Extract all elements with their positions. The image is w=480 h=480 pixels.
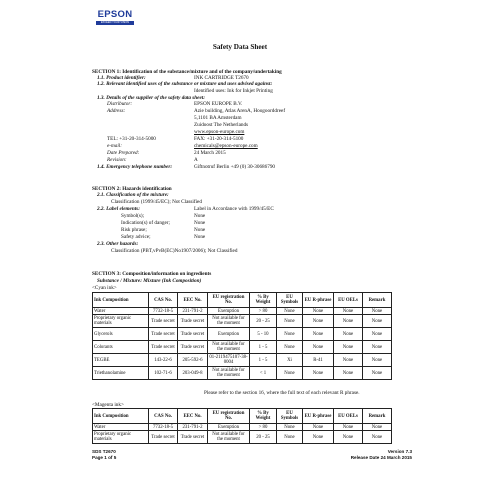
table-cell: None [277,424,303,431]
table-row [93,354,392,367]
table-cell: Trade secret [149,431,178,444]
table-cell: None [303,367,334,380]
table-cell: 20 - 25 [250,431,277,444]
website-link[interactable]: www.epson-europe.com [194,129,245,135]
r-phrase-note: Please refer to the section 16, where the full text of each relevant R phrase. [204,390,360,396]
table-cell: None [277,308,303,315]
epson-logo [96,10,134,25]
column-header: EU Symbols [277,409,303,424]
distributor-label: Distributor: [107,101,133,107]
address-label: Address: [107,108,126,114]
supplier-label: 1.3. Details of the supplier of the safety data sheet: [97,95,205,101]
table-cell: None [334,431,363,444]
magenta-ink-rows [93,424,392,444]
footer-release-date: Release Date 24 March 2015 [350,455,412,460]
safety-advice-value: None [194,234,206,240]
column-header: EU registration No. [208,409,250,424]
table-cell: 143-22-6 [149,354,178,367]
table-header-row [93,409,392,424]
table-cell: Trade secret [178,328,208,341]
classification-label: 2.1. Classification of the mixture: [97,192,169,198]
indication-label: Indication(s) of danger; [121,220,170,226]
table-cell: Trade secret [178,431,208,444]
table-cell: None [334,308,363,315]
column-header: EU OELs [334,293,363,308]
table-cell: 7732-18-5 [149,424,178,431]
table-cell: None [363,308,392,315]
fax: FAX: +31-20-314-5100 [194,136,244,142]
table-cell: Triethanolamine [93,367,149,380]
other-hazards-value: Classification (PBT,vPvB(EC)No1907/2006); Not Classified [111,248,238,254]
table-row [93,308,392,315]
magenta-ink-label: <Magenta ink> [92,402,124,408]
email-label: e-mail: [107,143,122,149]
footer-sds-id: SDS T2670 [92,449,116,454]
table-row [93,328,392,341]
table-cell: 20 - 25 [250,315,277,328]
table-cell: None [303,431,334,444]
magenta-ink-table [92,408,392,444]
date-prepared-value: 24 March 2015 [194,150,226,156]
identified-uses-value: Identified uses: Ink for Inkjet Printing [194,88,273,94]
table-cell: 102-71-6 [149,367,178,380]
table-cell: Trade secret [149,315,178,328]
table-cell: Trade secret [178,341,208,354]
column-header: % By Weight [250,409,277,424]
table-cell: 205-592-6 [178,354,208,367]
cyan-ink-table [92,292,392,380]
table-cell: None [363,328,392,341]
table-row [93,341,392,354]
table-cell: None [363,354,392,367]
table-cell: None [303,424,334,431]
table-cell: None [277,431,303,444]
table-cell: Not available for the moment [208,315,250,328]
table-cell: Trade secret [149,328,178,341]
column-header: % By Weight [250,293,277,308]
table-cell: None [363,431,392,444]
footer-version: Version 7.3 [387,449,412,454]
column-header: CAS No. [149,293,178,308]
symbols-label: Symbol(s); [121,213,145,219]
table-cell: None [277,367,303,380]
table-cell: 231-791-2 [178,308,208,315]
table-row [93,424,392,431]
section2-heading: SECTION 2: Hazards identification [92,186,172,192]
document-title: Safety Data Sheet [212,43,268,51]
address-line: Azie building, Atlas ArenA, Hoogoorddreef [194,108,286,114]
table-cell: None [334,354,363,367]
address-line: 5,1101 BA Amsterdam [194,115,242,121]
table-cell: Not available for the moment [208,341,250,354]
table-cell: Water [93,424,149,431]
column-header: EU R-phrase [303,293,334,308]
column-header: Remark [363,409,392,424]
classification-value: Classification (1999/45/EC); Not Classified [111,199,202,205]
table-row [93,315,392,328]
table-cell: None [363,424,392,431]
column-header: Remark [363,293,392,308]
table-cell: None [303,308,334,315]
logo-word: EPSON [97,9,133,20]
section3-heading: SECTION 3: Composition/information on ingredients [92,271,212,277]
product-identifier-label: 1.1. Product identifier: [97,75,146,81]
other-hazards-label: 2.3. Other hazards: [97,241,139,247]
revision-label: Revision: [107,157,127,163]
table-cell: 5 - 10 [250,328,277,341]
table-cell: 1 - 5 [250,354,277,367]
safety-advice-label: Safety advice; [121,234,151,240]
table-cell: 203-049-8 [178,367,208,380]
table-cell: None [334,367,363,380]
column-header: EU R-phrase [303,409,334,424]
table-row [93,367,392,380]
table-cell: Proprietary organic materials [93,431,149,444]
table-cell: Xi [277,354,303,367]
table-cell: None [363,315,392,328]
table-row [93,431,392,444]
table-cell: > 80 [250,308,277,315]
table-cell: R-41 [303,354,334,367]
table-cell: Exemption [208,308,250,315]
column-header: EEC No. [178,409,208,424]
table-cell: Not available for the moment [208,367,250,380]
footer-page-number: Page 1 of 5 [92,455,117,460]
table-cell: None [277,328,303,341]
table-cell: None [363,341,392,354]
table-cell: None [334,328,363,341]
email-link[interactable]: chemicals@epson-europe.com [194,143,258,149]
label-elements-value: Label in Accordance with 1999/45/EC [194,206,274,212]
cyan-ink-rows [93,308,392,380]
section3-subheading: Substance / Mixture: Mixture (Ink Composition) [97,278,202,284]
table-cell: None [303,315,334,328]
table-cell: Trade secret [149,341,178,354]
table-cell: 231-791-2 [178,424,208,431]
emergency-value: Giftnotruf Berlin +49 (0) 30-30686790 [194,164,276,170]
table-header-row [93,293,392,308]
cyan-ink-label: <Cyan ink> [92,285,117,291]
table-cell: TEGBE [93,354,149,367]
column-header: Ink Composition [93,409,149,424]
revision-value: A [194,157,198,163]
product-identifier-value: INK CARTRIDGE T2670 [194,75,249,81]
risk-phrase-value: None [194,227,206,233]
table-cell: Proprietary organic materials [93,315,149,328]
table-cell: Not available for the moment [208,431,250,444]
table-cell: 1 - 5 [250,341,277,354]
table-cell: < 1 [250,367,277,380]
table-cell: None [334,424,363,431]
table-cell: 01-2119475107-38-0004 [209,355,248,365]
table-cell: None [334,341,363,354]
table-cell: None [363,367,392,380]
column-header: EEC No. [178,293,208,308]
table-cell: Exemption [208,424,250,431]
column-header: CAS No. [149,409,178,424]
address-line: Zuidoost The Netherlands [194,122,249,128]
table-cell: None [303,328,334,341]
column-header: EU Symbols [277,293,303,308]
table-cell: Glycerols [93,328,149,341]
column-header: EU registration No. [208,293,250,308]
table-cell: 7732-18-5 [149,308,178,315]
table-cell: None [277,341,303,354]
symbols-value: None [194,213,206,219]
indication-value: None [194,220,206,226]
section1-heading: SECTION 1: Identification of the substance/mixture and of the company/undertaking [92,69,282,75]
table-cell: None [334,315,363,328]
table-cell: Trade secret [178,315,208,328]
risk-phrase-label: Risk phrase; [121,227,147,233]
telephone: TEL: +31-20-314-5000 [107,136,156,142]
table-cell: None [303,341,334,354]
emergency-label: 1.4. Emergency telephone number: [97,164,173,170]
table-cell: Water [93,308,149,315]
distributor-value: EPSON EUROPE B.V. [194,101,243,107]
table-cell: None [277,315,303,328]
date-prepared-label: Date Prepared: [107,150,140,156]
logo-tagline: EXCEED YOUR VISION [96,21,134,25]
column-header: EU OELs [334,409,363,424]
column-header: Ink Composition [93,293,149,308]
table-cell: > 80 [250,424,277,431]
table-cell: Exemption [208,328,250,341]
label-elements-label: 2.2. Label elements: [97,206,140,212]
identified-uses-label: 1.2. Relevant identified uses of the substance or mixture and uses advised against: [97,81,273,87]
table-cell: Colorants [93,341,149,354]
